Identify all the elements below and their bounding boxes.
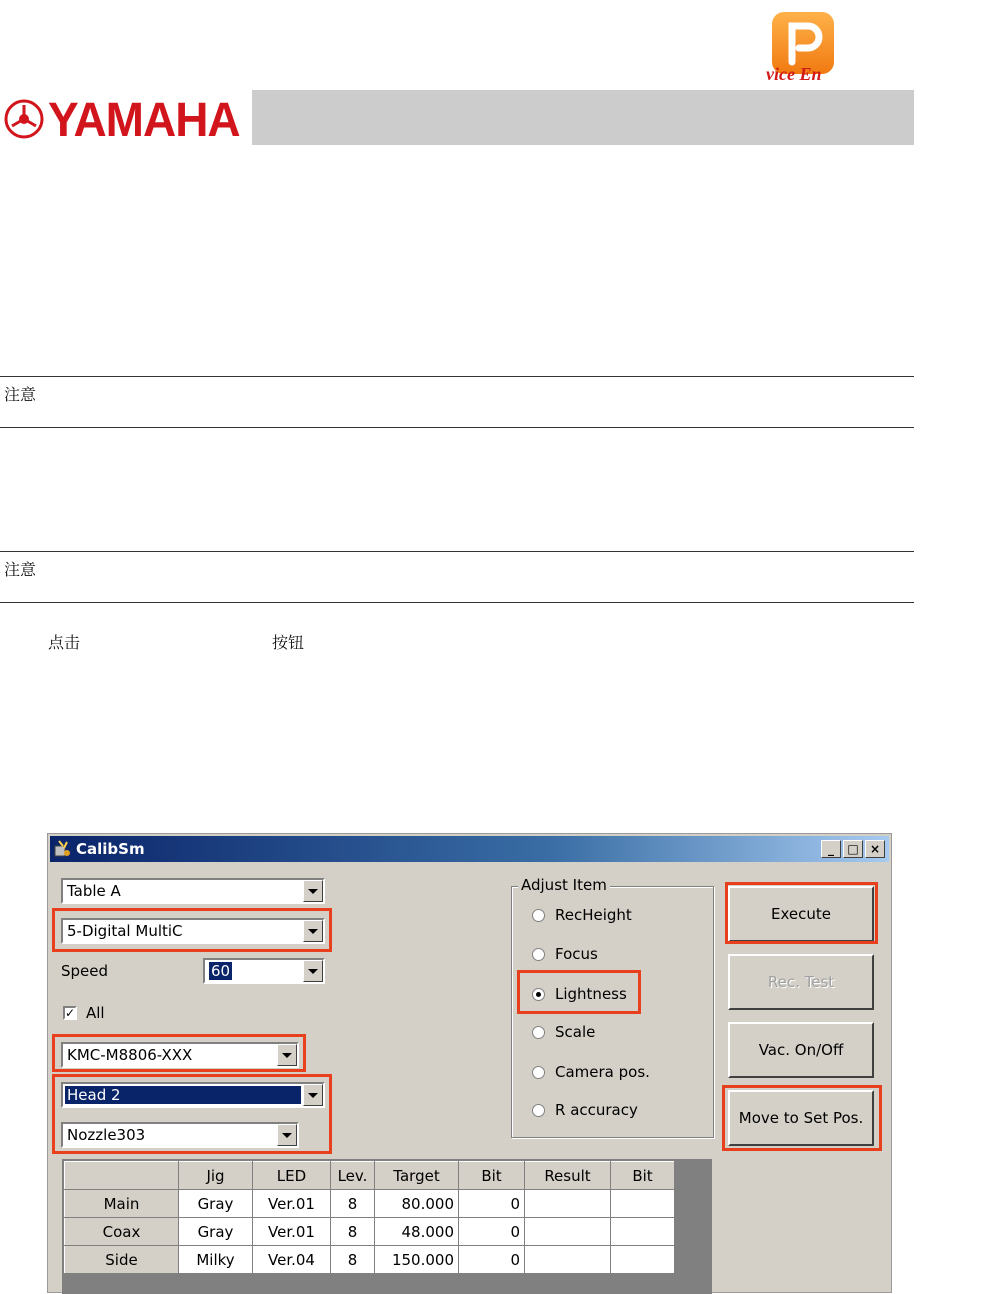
cell-bit2[interactable]: [611, 1246, 675, 1274]
radio-icon: [532, 1066, 545, 1079]
minimize-button[interactable]: _: [821, 840, 841, 858]
divider: [0, 376, 914, 377]
radio-camera-pos[interactable]: [532, 1063, 650, 1081]
instruction-suffix: 按钮: [272, 633, 305, 652]
move-to-set-pos-button[interactable]: Move to Set Pos.: [728, 1090, 874, 1146]
radio-label: RecHeight: [555, 906, 632, 924]
cell-result[interactable]: [525, 1246, 611, 1274]
cell-led[interactable]: Ver.04: [253, 1246, 331, 1274]
radio-label: Focus: [555, 945, 598, 963]
radio-label: Camera pos.: [555, 1063, 650, 1081]
maximize-button[interactable]: □: [843, 840, 863, 858]
rec-test-button[interactable]: Rec. Test: [728, 954, 874, 1010]
radio-icon: [532, 909, 545, 922]
tuning-fork-emblem-icon: [4, 99, 44, 139]
table-row[interactable]: [65, 1218, 675, 1246]
adjust-item-title: Adjust Item: [518, 876, 610, 894]
cell-jig[interactable]: Milky: [179, 1246, 253, 1274]
highlight-box: [725, 882, 878, 944]
cell-jig[interactable]: Gray: [179, 1218, 253, 1246]
highlight-box: [52, 1034, 306, 1072]
grid-header-led: LED: [253, 1162, 331, 1190]
yamaha-logo: [4, 93, 248, 145]
all-checkbox[interactable]: ✓: [65, 1006, 76, 1020]
header-bar: [252, 90, 914, 145]
divider: [0, 427, 914, 428]
grid-header-result: Result: [525, 1162, 611, 1190]
cell-led[interactable]: Ver.01: [253, 1218, 331, 1246]
radio-recheight[interactable]: [532, 906, 632, 924]
vac-on-off-button[interactable]: Vac. On/Off: [728, 1022, 874, 1078]
table-row[interactable]: [65, 1246, 675, 1274]
cell-lev[interactable]: 8: [331, 1246, 375, 1274]
grid-header-corner: [65, 1162, 179, 1190]
speed-value: 60: [211, 962, 231, 980]
radio-icon: [532, 1026, 545, 1039]
grid-header-row: [65, 1162, 675, 1190]
window-title: CalibSm: [76, 840, 145, 858]
radio-icon: [532, 1104, 545, 1117]
table-select[interactable]: [61, 878, 325, 904]
divider: [0, 602, 914, 603]
chevron-down-icon[interactable]: [303, 880, 323, 902]
head-select-value: Head 2: [65, 1086, 301, 1104]
brand-wordmark: YAMAHA: [48, 91, 240, 147]
results-grid: [64, 1161, 675, 1274]
highlight-box: [722, 1085, 882, 1151]
row-label: Main: [65, 1190, 179, 1218]
cell-bit2[interactable]: [611, 1190, 675, 1218]
note-label: 注意: [4, 560, 37, 579]
grid-header-target: Target: [375, 1162, 459, 1190]
speed-select[interactable]: [203, 958, 325, 984]
all-label: All: [86, 1004, 105, 1022]
radio-r-accuracy[interactable]: [532, 1101, 638, 1119]
title-bar[interactable]: [50, 836, 889, 862]
highlight-box: [517, 970, 641, 1014]
row-label: Side: [65, 1246, 179, 1274]
radio-label: Scale: [555, 1023, 596, 1041]
radio-scale[interactable]: [532, 1023, 595, 1041]
row-label: Coax: [65, 1218, 179, 1246]
cell-lev[interactable]: 8: [331, 1218, 375, 1246]
caption-buttons: [819, 840, 885, 858]
camera-select-value: 5-Digital MultiC: [67, 922, 183, 940]
grid-header-jig: Jig: [179, 1162, 253, 1190]
table-select-value: Table A: [67, 882, 121, 900]
close-button[interactable]: ×: [865, 840, 885, 858]
cell-target[interactable]: 80.000: [375, 1190, 459, 1218]
highlight-box: [52, 908, 332, 952]
cell-bit[interactable]: 0: [459, 1218, 525, 1246]
radio-focus[interactable]: [532, 945, 598, 963]
feeder-select-value: KMC-M8806-XXX: [67, 1046, 193, 1064]
pdf-logo-text: vice En: [766, 64, 822, 84]
divider: [0, 551, 914, 552]
grid-header-bit: Bit: [459, 1162, 525, 1190]
note-label: 注意: [4, 385, 37, 404]
cell-jig[interactable]: Gray: [179, 1190, 253, 1218]
cell-bit[interactable]: 0: [459, 1190, 525, 1218]
cell-result[interactable]: [525, 1190, 611, 1218]
radio-icon: [532, 948, 545, 961]
calibsm-window: [47, 833, 892, 1293]
instruction-prefix: 点击: [48, 633, 81, 652]
speed-label: Speed: [61, 962, 109, 980]
grid-header-bit2: Bit: [611, 1162, 675, 1190]
execute-button[interactable]: Execute: [728, 886, 874, 942]
cell-bit[interactable]: 0: [459, 1246, 525, 1274]
grid-header-lev: Lev.: [331, 1162, 375, 1190]
cell-lev[interactable]: 8: [331, 1190, 375, 1218]
radio-label: R accuracy: [555, 1101, 638, 1119]
app-icon: [54, 840, 72, 858]
radio-label: Lightness: [555, 985, 627, 1003]
cell-target[interactable]: 150.000: [375, 1246, 459, 1274]
table-row[interactable]: [65, 1190, 675, 1218]
highlight-box: [52, 1074, 332, 1154]
chevron-down-icon[interactable]: [303, 960, 323, 982]
cell-bit2[interactable]: [611, 1218, 675, 1246]
cell-target[interactable]: 48.000: [375, 1218, 459, 1246]
cell-led[interactable]: Ver.01: [253, 1190, 331, 1218]
nozzle-select-value: Nozzle303: [67, 1126, 146, 1144]
cell-result[interactable]: [525, 1218, 611, 1246]
